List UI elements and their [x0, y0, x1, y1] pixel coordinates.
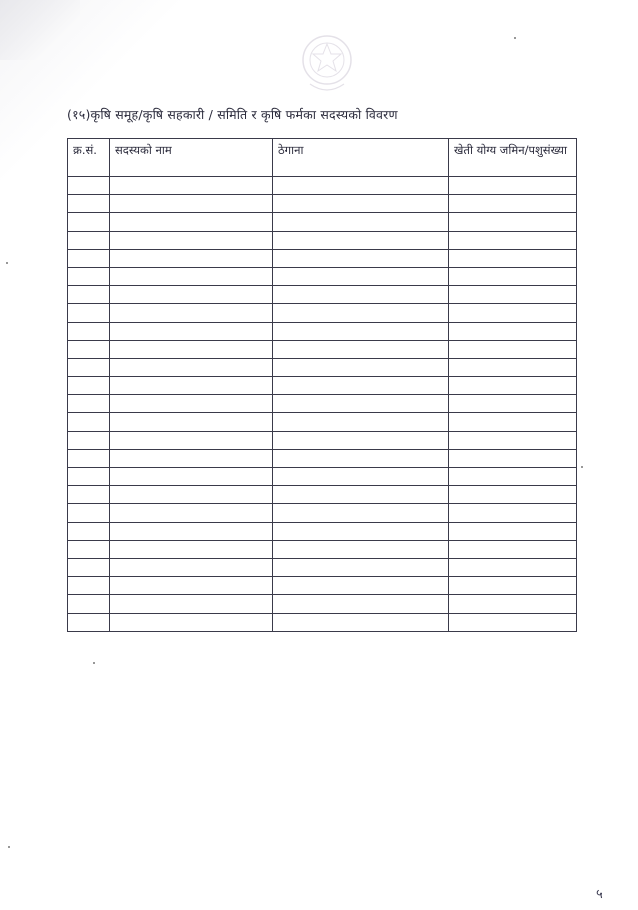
- cell-address: [273, 395, 449, 413]
- cell-arable-land-livestock: [449, 340, 577, 358]
- header-serial-number: क्र.सं.: [68, 139, 110, 177]
- cell-address: [273, 286, 449, 304]
- cell-arable-land-livestock: [449, 577, 577, 595]
- cell-serial-number: [68, 249, 110, 267]
- cell-serial-number: [68, 177, 110, 195]
- cell-address: [273, 213, 449, 231]
- cell-arable-land-livestock: [449, 449, 577, 467]
- table-row: [68, 358, 577, 376]
- cell-address: [273, 431, 449, 449]
- cell-member-name: [110, 595, 273, 613]
- cell-serial-number: [68, 522, 110, 540]
- cell-member-name: [110, 413, 273, 431]
- cell-arable-land-livestock: [449, 195, 577, 213]
- cell-address: [273, 613, 449, 631]
- cell-serial-number: [68, 304, 110, 322]
- header-member-name: सदस्यको नाम: [110, 139, 273, 177]
- table-row: [68, 449, 577, 467]
- cell-member-name: [110, 613, 273, 631]
- table-row: [68, 613, 577, 631]
- cell-address: [273, 449, 449, 467]
- cell-member-name: [110, 395, 273, 413]
- cell-address: [273, 595, 449, 613]
- cell-address: [273, 177, 449, 195]
- cell-serial-number: [68, 286, 110, 304]
- cell-address: [273, 558, 449, 576]
- table-row: [68, 486, 577, 504]
- cell-member-name: [110, 540, 273, 558]
- cell-serial-number: [68, 577, 110, 595]
- table-row: [68, 213, 577, 231]
- cell-serial-number: [68, 431, 110, 449]
- cell-member-name: [110, 377, 273, 395]
- cell-member-name: [110, 213, 273, 231]
- cell-serial-number: [68, 613, 110, 631]
- cell-arable-land-livestock: [449, 358, 577, 376]
- cell-member-name: [110, 195, 273, 213]
- cell-member-name: [110, 304, 273, 322]
- table-row: [68, 595, 577, 613]
- cell-member-name: [110, 431, 273, 449]
- section-heading: (१५)कृषि समूह/कृषि सहकारी / समिति र कृषि फर्मका सदस्यको विवरण: [67, 107, 398, 122]
- cell-serial-number: [68, 195, 110, 213]
- table-header-row: [68, 139, 577, 177]
- table-row: [68, 577, 577, 595]
- cell-address: [273, 195, 449, 213]
- cell-address: [273, 322, 449, 340]
- cell-member-name: [110, 286, 273, 304]
- cell-address: [273, 340, 449, 358]
- cell-serial-number: [68, 340, 110, 358]
- cell-member-name: [110, 449, 273, 467]
- cell-address: [273, 231, 449, 249]
- cell-arable-land-livestock: [449, 540, 577, 558]
- cell-arable-land-livestock: [449, 177, 577, 195]
- table-row: [68, 304, 577, 322]
- table-row: [68, 286, 577, 304]
- cell-serial-number: [68, 267, 110, 285]
- cell-serial-number: [68, 449, 110, 467]
- cell-serial-number: [68, 468, 110, 486]
- cell-serial-number: [68, 358, 110, 376]
- cell-member-name: [110, 267, 273, 285]
- cell-arable-land-livestock: [449, 486, 577, 504]
- cell-serial-number: [68, 322, 110, 340]
- cell-arable-land-livestock: [449, 231, 577, 249]
- cell-serial-number: [68, 413, 110, 431]
- cell-member-name: [110, 504, 273, 522]
- cell-member-name: [110, 322, 273, 340]
- cell-member-name: [110, 358, 273, 376]
- cell-address: [273, 267, 449, 285]
- cell-member-name: [110, 177, 273, 195]
- cell-serial-number: [68, 486, 110, 504]
- cell-member-name: [110, 340, 273, 358]
- cell-arable-land-livestock: [449, 249, 577, 267]
- cell-arable-land-livestock: [449, 377, 577, 395]
- cell-member-name: [110, 522, 273, 540]
- cell-serial-number: [68, 231, 110, 249]
- table-row: [68, 522, 577, 540]
- cell-arable-land-livestock: [449, 613, 577, 631]
- cell-member-name: [110, 577, 273, 595]
- table-row: [68, 377, 577, 395]
- cell-serial-number: [68, 377, 110, 395]
- table-row: [68, 340, 577, 358]
- cell-arable-land-livestock: [449, 413, 577, 431]
- cell-address: [273, 249, 449, 267]
- table-row: [68, 177, 577, 195]
- table-row: [68, 413, 577, 431]
- cell-member-name: [110, 468, 273, 486]
- cell-address: [273, 504, 449, 522]
- table-row: [68, 195, 577, 213]
- cell-arable-land-livestock: [449, 431, 577, 449]
- table-row: [68, 322, 577, 340]
- cell-address: [273, 358, 449, 376]
- table-row: [68, 431, 577, 449]
- cell-address: [273, 577, 449, 595]
- table-row: [68, 540, 577, 558]
- cell-address: [273, 540, 449, 558]
- table-row: [68, 468, 577, 486]
- table-row: [68, 267, 577, 285]
- cell-serial-number: [68, 213, 110, 231]
- cell-arable-land-livestock: [449, 595, 577, 613]
- cell-member-name: [110, 249, 273, 267]
- table-row: [68, 504, 577, 522]
- cell-serial-number: [68, 595, 110, 613]
- table-row: [68, 231, 577, 249]
- cell-address: [273, 413, 449, 431]
- cell-address: [273, 486, 449, 504]
- scan-speck: [514, 37, 516, 39]
- cell-arable-land-livestock: [449, 322, 577, 340]
- cell-serial-number: [68, 558, 110, 576]
- scan-speck: [581, 466, 583, 468]
- cell-arable-land-livestock: [449, 504, 577, 522]
- cell-serial-number: [68, 395, 110, 413]
- cell-arable-land-livestock: [449, 522, 577, 540]
- cell-address: [273, 522, 449, 540]
- page-number: ५: [596, 887, 603, 902]
- scan-speck: [8, 846, 10, 848]
- cell-arable-land-livestock: [449, 304, 577, 322]
- cell-arable-land-livestock: [449, 468, 577, 486]
- member-details-table: [67, 138, 577, 632]
- header-address: ठेगाना: [273, 139, 449, 177]
- page-corner-fold: [0, 0, 80, 60]
- cell-address: [273, 377, 449, 395]
- cell-serial-number: [68, 504, 110, 522]
- cell-arable-land-livestock: [449, 267, 577, 285]
- table-row: [68, 558, 577, 576]
- cell-serial-number: [68, 540, 110, 558]
- cell-arable-land-livestock: [449, 213, 577, 231]
- faded-stamp-icon: [296, 30, 358, 100]
- cell-member-name: [110, 486, 273, 504]
- cell-arable-land-livestock: [449, 558, 577, 576]
- table-body: [68, 177, 577, 632]
- cell-arable-land-livestock: [449, 395, 577, 413]
- cell-member-name: [110, 231, 273, 249]
- cell-address: [273, 468, 449, 486]
- scan-speck: [93, 662, 95, 664]
- cell-address: [273, 304, 449, 322]
- cell-member-name: [110, 558, 273, 576]
- scan-speck: [6, 262, 8, 264]
- table-row: [68, 395, 577, 413]
- table-row: [68, 249, 577, 267]
- cell-arable-land-livestock: [449, 286, 577, 304]
- header-arable-land-livestock: खेती योग्य जमिन/पशुसंख्या: [449, 139, 577, 177]
